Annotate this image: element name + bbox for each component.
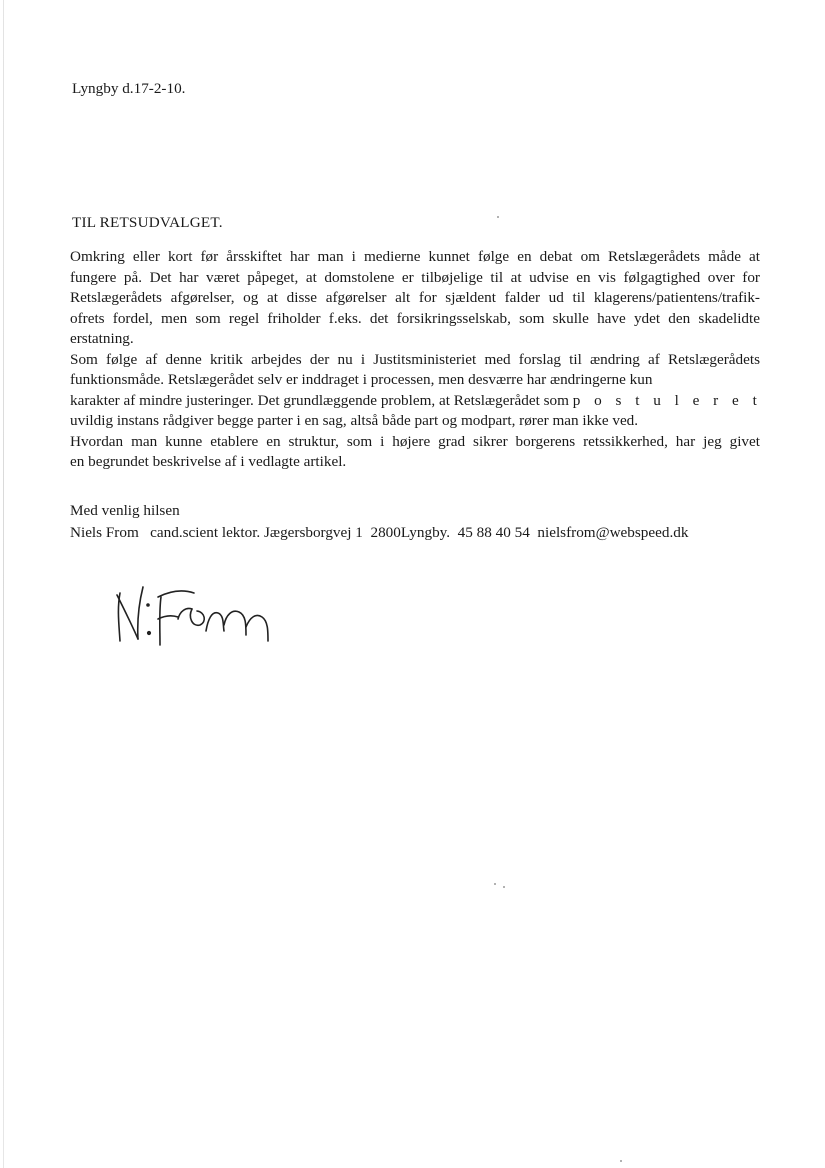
body-line: Retslægerådets afgørelser, og at disse afgørelser alt for sjældent falder ud til klagerens/patientens/trafik-: [70, 289, 760, 306]
body-line-text: karakter af mindre justeringer. Det grundlæggende problem, at Retslægerådet som: [70, 391, 569, 409]
body-line: Omkring eller kort før årsskiftet har man i medierne kunnet følge en debat om Retslægerådets måde at: [70, 248, 760, 265]
body-line: fungere på. Det har været påpeget, at domstolene er tilbøjelige til at udvise en vis følgagtighed over for: [70, 268, 760, 286]
letter-closing: Med venlig hilsen: [70, 502, 180, 519]
body-line: ofrets fordel, men som regel friholder f.eks. det forsikringsselskab, som skulle have ydet den skadelidte: [70, 309, 760, 327]
emphasized-word: p o s t u l e r e t: [572, 391, 762, 409]
letter-body: [70, 247, 760, 473]
sender-details: Niels From cand.scient lektor. Jægersborgvej 1 2800Lyngby. 45 88 40 54 nielsfrom@webspeed.dk: [70, 524, 689, 541]
body-line: Hvordan man kunne etablere en struktur, som i højere grad sikrer borgerens retssikkerhed, har jeg givet: [70, 432, 760, 450]
scan-speck: [503, 886, 505, 888]
scan-speck: [620, 1160, 622, 1162]
handwritten-signature: [108, 575, 278, 655]
body-line: erstatning.: [70, 330, 134, 347]
body-line: Som følge af denne kritik arbejdes der nu i Justitsministeriet med forslag til ændring af Retslægerådets: [70, 350, 760, 368]
body-line: en begrundet beskrivelse af i vedlagte artikel.: [70, 453, 347, 470]
letter-date: Lyngby d.17-2-10.: [72, 80, 186, 97]
body-line-with-emphasis: [70, 391, 760, 412]
scan-edge-line: [3, 0, 4, 1168]
letter-recipient: TIL RETSUDVALGET.: [72, 214, 223, 231]
body-line: funktionsmåde. Retslægerådet selv er inddraget i processen, men desværre har ændringerne kun: [70, 371, 653, 388]
scan-speck: [497, 216, 499, 218]
scan-speck: [494, 883, 496, 885]
body-line: uvildig instans rådgiver begge parter i en sag, altså både part og modpart, rører man ikke ved.: [70, 412, 639, 429]
